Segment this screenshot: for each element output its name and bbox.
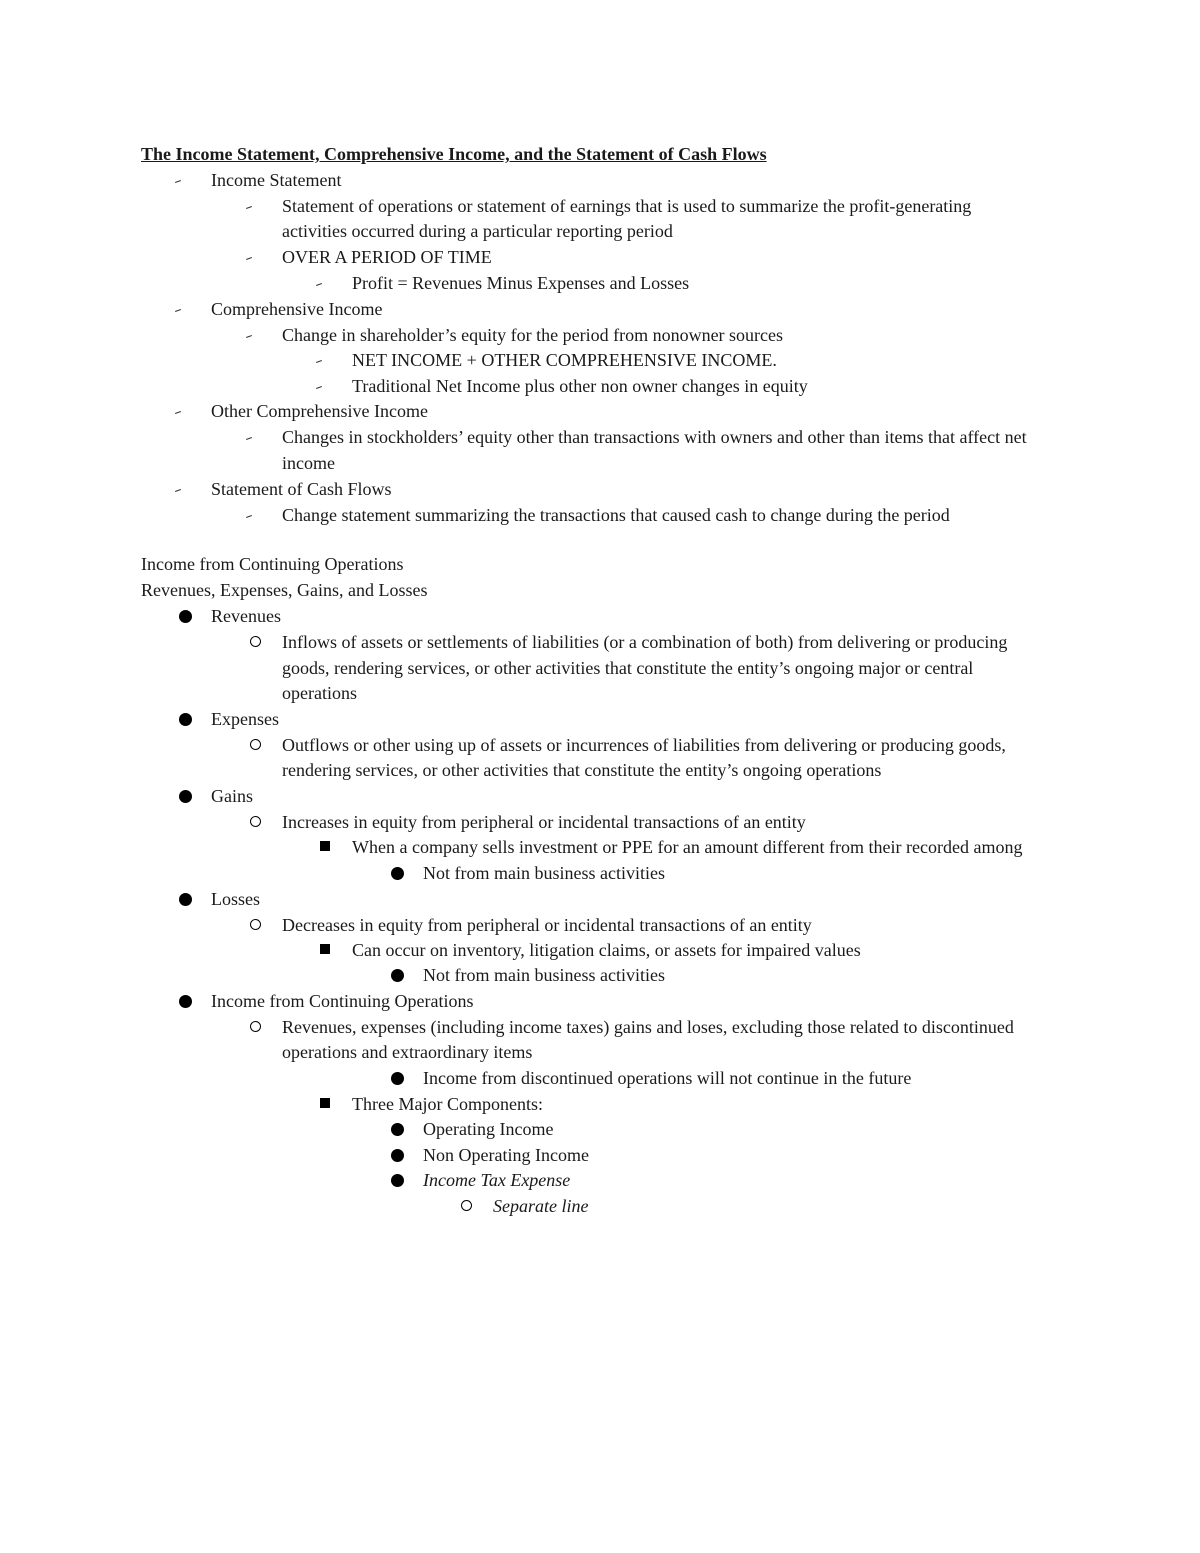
filled-circle-bullet-icon [179,610,192,623]
component-operating-income: Operating Income [423,1119,554,1139]
dash-bullet-icon [246,437,252,440]
item-losses: Losses [211,889,260,909]
over-period-note: OVER A PERIOD OF TIME [282,247,492,267]
item-statement-of-cash-flows: Statement of Cash Flows [211,479,392,499]
hollow-circle-bullet-icon [250,919,261,930]
continuing-operations-definition-line-2: operations and extraordinary items [282,1042,533,1062]
dash-bullet-icon [316,283,322,286]
filled-circle-bullet-icon [179,893,192,906]
gains-example: When a company sells investment or PPE for an amount different from their recorded among [352,837,1023,857]
dash-bullet-icon [175,411,181,414]
filled-circle-bullet-icon [179,790,192,803]
item-comprehensive-income: Comprehensive Income [211,299,383,319]
section-heading-revenues-expenses: Revenues, Expenses, Gains, and Losses [141,580,428,600]
hollow-circle-bullet-icon [250,739,261,750]
gains-definition: Increases in equity from peripheral or incidental transactions of an entity [282,812,806,832]
oci-definition-line-2: income [282,453,335,473]
discontinued-operations-note: Income from discontinued operations will not continue in the future [423,1068,912,1088]
comprehensive-income-definition: Change in shareholder’s equity for the period from nonowner sources [282,325,784,345]
item-other-comprehensive-income: Other Comprehensive Income [211,401,428,421]
dash-bullet-icon [316,360,322,363]
hollow-circle-bullet-icon [250,816,261,827]
dash-bullet-icon [246,206,252,209]
income-statement-definition-line-2: activities occurred during a particular reporting period [282,221,673,241]
hollow-circle-bullet-icon [250,1021,261,1032]
continuing-operations-definition-line-1: Revenues, expenses (including income taxes) gains and loses, excluding those related to discontinued [282,1017,1014,1037]
dash-bullet-icon [246,515,252,518]
revenues-definition-line-1: Inflows of assets or settlements of liabilities (or a combination of both) from delivering or producing [282,632,1008,652]
item-income-continuing-operations: Income from Continuing Operations [211,991,474,1011]
filled-circle-bullet-icon [391,1123,404,1136]
item-gains: Gains [211,786,253,806]
profit-formula: Profit = Revenues Minus Expenses and Losses [352,273,690,293]
oci-definition-line-1: Changes in stockholders’ equity other than transactions with owners and other than items that affect net [282,427,1027,447]
hollow-circle-bullet-icon [461,1200,472,1211]
square-bullet-icon [320,1098,330,1108]
comprehensive-income-formula: NET INCOME + OTHER COMPREHENSIVE INCOME. [352,350,777,370]
square-bullet-icon [320,841,330,851]
item-income-statement: Income Statement [211,170,342,190]
losses-definition: Decreases in equity from peripheral or incidental transactions of an entity [282,915,812,935]
losses-example: Can occur on inventory, litigation claims, or assets for impaired values [352,940,861,960]
component-non-operating-income: Non Operating Income [423,1145,589,1165]
section-heading-continuing-operations: Income from Continuing Operations [141,554,404,574]
dash-bullet-icon [175,180,181,183]
expenses-definition-line-1: Outflows or other using up of assets or incurrences of liabilities from delivering or producing goods, [282,735,1006,755]
filled-circle-bullet-icon [391,1149,404,1162]
filled-circle-bullet-icon [391,969,404,982]
comprehensive-income-traditional: Traditional Net Income plus other non owner changes in equity [352,376,808,396]
item-revenues: Revenues [211,606,281,626]
component-income-tax-expense: Income Tax Expense [423,1170,571,1190]
square-bullet-icon [320,944,330,954]
income-statement-definition-line-1: Statement of operations or statement of earnings that is used to summarize the profit-generating [282,196,972,216]
revenues-definition-line-2: goods, rendering services, or other activities that constitute the entity’s ongoing major or central [282,658,974,678]
dash-bullet-icon [175,489,181,492]
gains-note: Not from main business activities [423,863,665,883]
dash-bullet-icon [175,309,181,312]
filled-circle-bullet-icon [391,1174,404,1187]
three-major-components: Three Major Components: [352,1094,543,1114]
separate-line-note: Separate line [493,1196,589,1216]
document-title: The Income Statement, Comprehensive Income, and the Statement of Cash Flows [141,144,767,164]
dash-bullet-icon [316,386,322,389]
revenues-definition-line-3: operations [282,683,357,703]
filled-circle-bullet-icon [179,713,192,726]
expenses-definition-line-2: rendering services, or other activities that constitute the entity’s ongoing operations [282,760,882,780]
dash-bullet-icon [246,257,252,260]
hollow-circle-bullet-icon [250,636,261,647]
filled-circle-bullet-icon [179,995,192,1008]
filled-circle-bullet-icon [391,1072,404,1085]
losses-note: Not from main business activities [423,965,665,985]
dash-bullet-icon [246,335,252,338]
cash-flows-definition: Change statement summarizing the transactions that caused cash to change during the period [282,505,950,525]
filled-circle-bullet-icon [391,867,404,880]
item-expenses: Expenses [211,709,279,729]
